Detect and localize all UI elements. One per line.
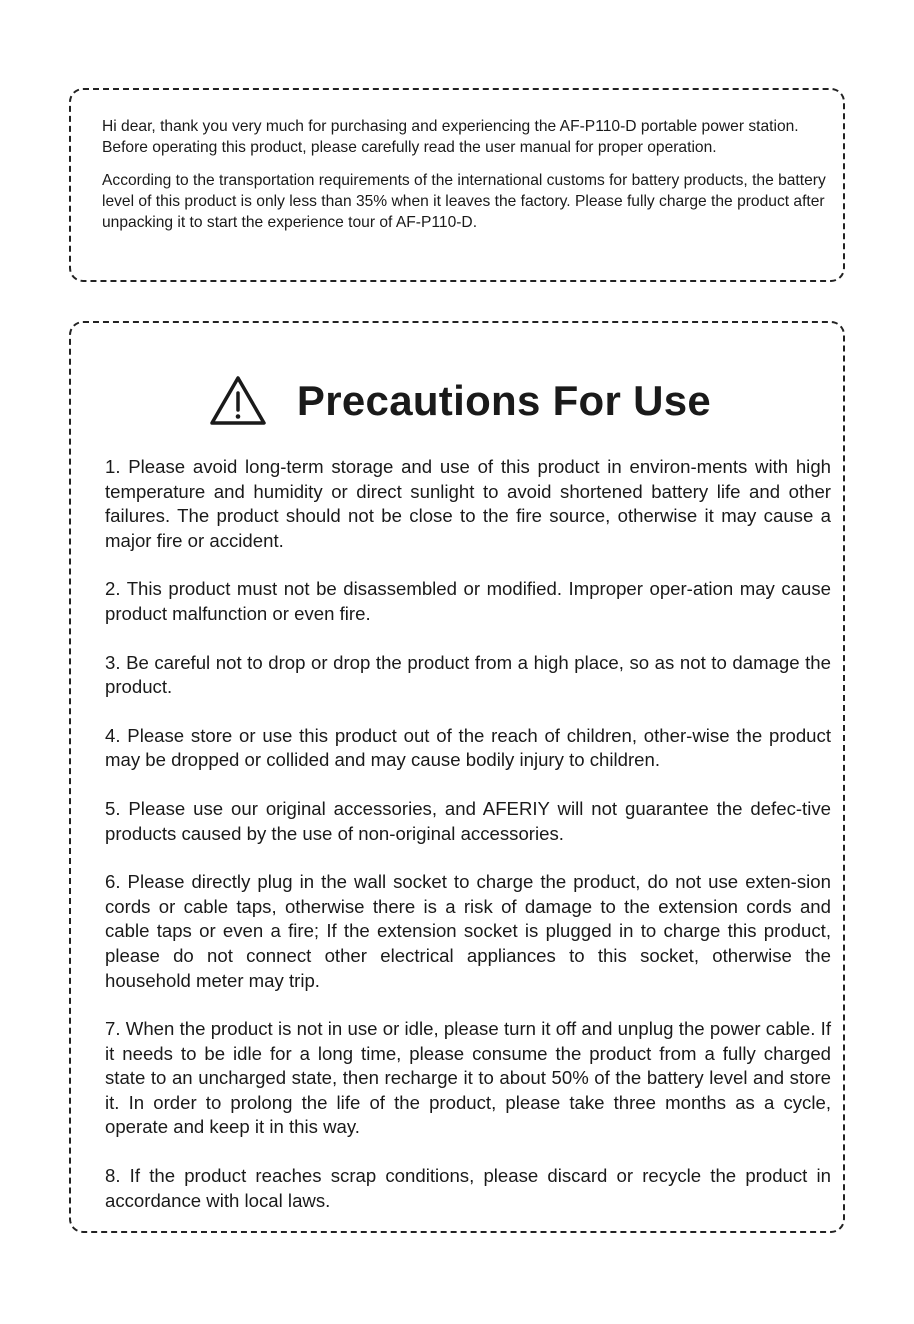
precaution-item-5: 5. Please use our original accessories, and AFERIY will not guarantee the defec-tive products caused by the use of non-original accessories. [105, 797, 831, 844]
warning-triangle-icon [209, 375, 267, 427]
precautions-title: Precautions For Use [296, 377, 712, 424]
precaution-item-2: 2. This product must not be disassembled or modified. Improper oper-ation may cause product malfunction or even fire. [105, 578, 831, 624]
precaution-item-7: 7. When the product is not in use or idle, please turn it off and unplug the power cable. If it needs to be idle for a long time, please consume the product from a fully charged state to an uncharged state, then recharge it to about 50% of the battery level and store it. In order to prolong the life of the product, please take three months as a cycle, operate and keep it in this way. [105, 1018, 831, 1138]
intro-paragraph-1: Hi dear, thank you very much for purchasing and experiencing the AF-P110-D portable power station. Before operating this product, please carefully read the user manual for proper operation. [102, 118, 799, 156]
precautions-list [105, 455, 831, 1213]
intro-paragraph-2: According to the transportation requirements of the international customs for battery products, the battery level of this product is only less than 35% when it leaves the factory. Please fully charge the product after unpacking it to start the experience tour of AF-P110-D. [102, 172, 826, 231]
precautions-heading [89, 369, 831, 433]
precaution-item-1: 1. Please avoid long-term storage and use of this product in environ-ments with high temperature and humidity or direct sunlight to avoid shortened battery life and other failures. The product should not be close to the fire source, otherwise it may cause a major fire or accident. [105, 456, 831, 551]
precaution-item-3: 3. Be careful not to drop or drop the product from a high place, so as not to damage the product. [105, 651, 831, 698]
intro-notice-box [69, 88, 845, 282]
precaution-item-4: 4. Please store or use this product out of the reach of children, other-wise the product may be dropped or collided and may cause bodily injury to children. [105, 724, 831, 771]
precautions-box [69, 321, 845, 1233]
precaution-item-8: 8. If the product reaches scrap conditions, please discard or recycle the product in accordance with local laws. [105, 1165, 831, 1211]
precaution-item-6: 6. Please directly plug in the wall socket to charge the product, do not use exten-sion cords or cable taps, otherwise there is a risk of damage to the extension cords and cable taps or even a fire; If the extension socket is plugged in to charge this product, please do not connect other electrical appliances to this socket, otherwise the household meter may trip. [105, 871, 831, 991]
